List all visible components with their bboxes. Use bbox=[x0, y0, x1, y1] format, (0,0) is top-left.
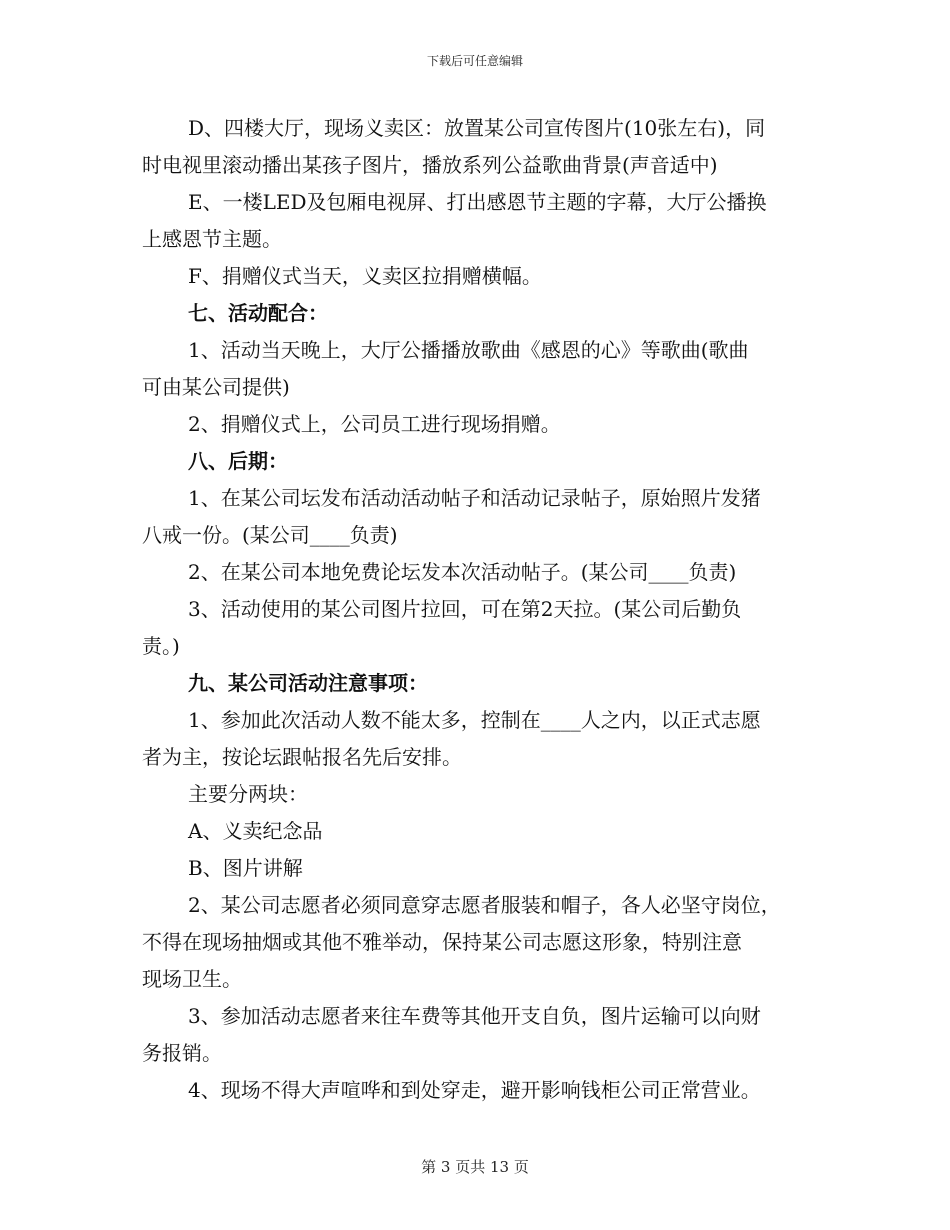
paragraph-line: 1、参加此次活动人数不能太多，控制在____人之内，以正式志愿 bbox=[188, 708, 761, 732]
section-heading: 九、某公司活动注意事项： bbox=[188, 671, 428, 695]
paragraph-line: 1、活动当天晚上，大厅公播播放歌曲《感恩的心》等歌曲(歌曲 bbox=[188, 338, 749, 362]
page-header: 下载后可任意编辑 bbox=[426, 54, 523, 68]
paragraph-line: 八戒一份。(某公司____负责) bbox=[142, 523, 398, 547]
paragraph-line: F、捐赠仪式当天，义卖区拉捐赠横幅。 bbox=[188, 264, 542, 288]
paragraph-line: 者为主，按论坛跟帖报名先后安排。 bbox=[142, 745, 462, 769]
paragraph-line: 2、捐赠仪式上，公司员工进行现场捐赠。 bbox=[188, 412, 561, 436]
paragraph-line: 1、在某公司坛发布活动活动帖子和活动记录帖子，原始照片发猪 bbox=[188, 486, 761, 510]
paragraph-line: 时电视里滚动播出某孩子图片，播放系列公益歌曲背景(声音适中) bbox=[142, 153, 718, 177]
paragraph-line: 主要分两块： bbox=[188, 782, 308, 806]
paragraph-line: 4、现场不得大声喧哗和到处穿走，避开影响钱柜公司正常营业。 bbox=[188, 1078, 761, 1102]
paragraph-line: B、图片讲解 bbox=[188, 856, 303, 880]
paragraph-line: 3、活动使用的某公司图片拉回，可在第2天拉。(某公司后勤负 bbox=[188, 597, 742, 621]
paragraph-line: D、四楼大厅，现场义卖区：放置某公司宣传图片(10张左右)，同 bbox=[188, 116, 766, 140]
paragraph-line: E、一楼LED及包厢电视屏、打出感恩节主题的字幕，大厅公播换 bbox=[188, 190, 767, 214]
paragraph-line: 务报销。 bbox=[142, 1041, 222, 1065]
page-footer: 第 3 页共 13 页 bbox=[421, 1158, 529, 1176]
paragraph-line: 不得在现场抽烟或其他不雅举动，保持某公司志愿这形象，特别注意 bbox=[142, 930, 742, 954]
section-heading: 七、活动配合： bbox=[188, 301, 328, 325]
paragraph-line: 2、某公司志愿者必须同意穿志愿者服装和帽子，各人必坚守岗位， bbox=[188, 893, 781, 917]
paragraph-line: 2、在某公司本地免费论坛发本次活动帖子。(某公司____负责) bbox=[188, 560, 737, 584]
paragraph-line: 现场卫生。 bbox=[142, 967, 242, 991]
paragraph-line: A、义卖纪念品 bbox=[188, 819, 323, 843]
paragraph-line: 3、参加活动志愿者来往车费等其他开支自负，图片运输可以向财 bbox=[188, 1004, 761, 1028]
paragraph-line: 上感恩节主题。 bbox=[142, 227, 282, 251]
paragraph-line: 可由某公司提供) bbox=[142, 375, 290, 399]
document-body bbox=[142, 110, 822, 1109]
section-heading: 八、后期： bbox=[188, 449, 288, 473]
paragraph-line: 责。) bbox=[142, 634, 180, 658]
